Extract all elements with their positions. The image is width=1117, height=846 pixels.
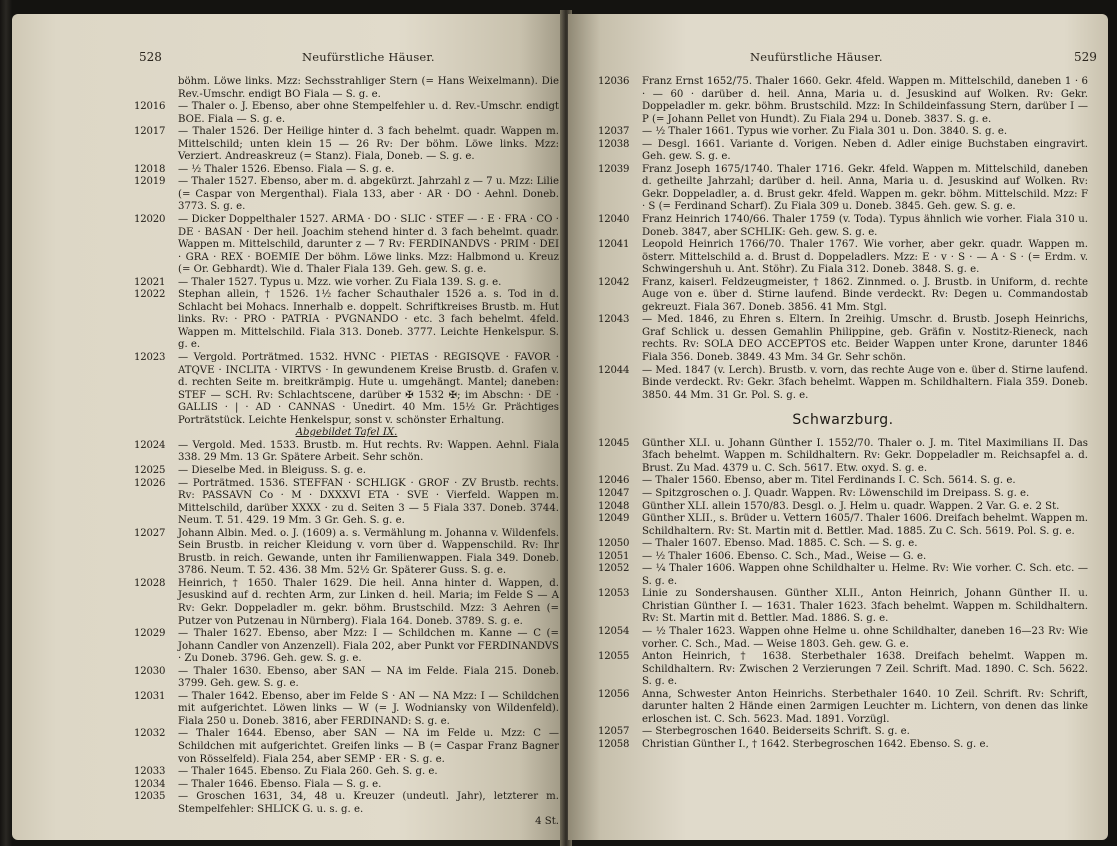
catalog-entry (134, 478, 559, 528)
page-footer: 4 St. (535, 816, 559, 828)
catalog-text (134, 76, 559, 829)
entry-description: — ½ Thaler 1526. Ebenso. Fiala — S. g. e. (178, 163, 395, 175)
lot-number: 12057 (598, 726, 630, 738)
entry-description: — Med. 1846, zu Ehren s. Eltern. In 2reihig. Umschr. d. Brustb. Joseph Heinrichs, Graf Schlick u. dessen Gemahlin Philippine, geb. Gräfin v. Nostitz-Rieneck, nach rechts. Rv: SOLA DEO ACCEPTOS etc. Beider Wappen unter Krone, darunter 1846 Fiala 356. Doneb. 3849. 43 Mm. 34 Gr. Sehr schön. (642, 314, 1088, 364)
lot-number: 12027 (134, 527, 166, 539)
catalog-entry (598, 214, 1088, 239)
catalog-entry (598, 739, 1088, 752)
lot-number: 12052 (598, 563, 630, 575)
catalog-entry (598, 277, 1088, 315)
entry-description: — Porträtmed. 1536. STEFFAN · SCHLIGK · GROF · ZV Brustb. rechts. Rv: PASSAVN Co · M · DXXXVI ETA · SVE · Vierfeld. Wappen m. Mittelschild, darüber XXXX · zu d. Seiten 3 — 5 Fiala 337. Doneb. 3744. Neum. T. 51. 429. 19 Mm. 3 Gr. Geh. S. g. e. (178, 477, 559, 527)
entry-description: böhm. Löwe links. Mzz: Sechsstrahliger Stern (= Hans Weixelmann). Die Rev.-Umschr. endigt BO Fiala — S. g. e. (178, 76, 559, 100)
lot-number: 12026 (134, 477, 166, 489)
running-head-title: Neufürstliche Häuser. (302, 50, 435, 64)
lot-number: 12040 (598, 214, 630, 226)
lot-number: 12042 (598, 276, 630, 288)
entry-description: — Med. 1847 (v. Lerch). Brustb. v. vorn, das rechte Auge von e. über d. Stirne laufend. Binde verdeckt. Rv: Gekr. 3fach behelmt. Wappen m. Schildhaltern. Fiala 359. Doneb. 3850. 44 Mm. 31 Gr. Pol. S. g. e. (642, 364, 1088, 401)
catalog-entry (134, 791, 559, 816)
entry-description: — ½ Thaler 1623. Wappen ohne Helme u. ohne Schildhalter, daneben 16—23 Rv: Wie vorher. C. Sch., Mad. — Weise 1803. Geh. gew. G. e. (642, 625, 1088, 650)
page-number: 528 (139, 50, 162, 64)
catalog-entry (134, 691, 559, 729)
entry-description: Franz Joseph 1675/1740. Thaler 1716. Gekr. 4feld. Wappen m. Mittelschild, daneben d. getheilte Jahrzahl; darüber d. heil. Anna, Maria u. d. Jesuskind auf Wolken. Rv: Gekr. Doppeladler, a. d. Brust gekr. 4feld. Wappen m. gekr. böhm. Mittelschild. Mzz: F · S (= Ferdinand Scharf). Zu Fiala 309 u. Doneb. 3845. Geh. gew. S. g. e. (642, 163, 1088, 213)
lot-number: 12044 (598, 364, 630, 376)
lot-number: 12024 (134, 439, 166, 451)
entry-description: Christian Günther I., † 1642. Sterbegroschen 1642. Ebenso. S. g. e. (642, 738, 989, 750)
lot-number: 12028 (134, 577, 166, 589)
entry-description: — Thaler 1645. Ebenso. Zu Fiala 260. Geh. S. g. e. (178, 766, 438, 778)
entry-description: — Desgl. 1661. Variante d. Vorigen. Neben d. Adler einige Buchstaben eingravirt. Geh. gew. S. g. e. (642, 138, 1088, 163)
lot-number: 12048 (598, 500, 630, 512)
catalog-entry (134, 578, 559, 628)
entry-description: Johann Albin. Med. o. J. (1609) a. s. Vermählung m. Johanna v. Wildenfels. Sein Brustb. in reicher Kleidung v. vorn über d. Wappenschild. Rv: Ihr Brustb. in reich. Gewande, unten ihr Familienwappen. Fiala 349. Doneb. 3786. Neum. T. 52. 436. 38 Mm. 52½ Gr. Späterer Guss. S. g. e. (178, 527, 559, 577)
catalog-entry (598, 475, 1088, 488)
catalog-entry (598, 76, 1088, 126)
lot-number: 12016 (134, 101, 166, 113)
lot-number: 12041 (598, 239, 630, 251)
lot-number: 12047 (598, 487, 630, 499)
catalog-entry (134, 126, 559, 164)
lot-number: 12049 (598, 513, 630, 525)
entry-description: — Thaler 1527. Typus u. Mzz. wie vorher. Zu Fiala 139. S. g. e. (178, 276, 502, 288)
lot-number: 12029 (134, 628, 166, 640)
catalog-entry (598, 126, 1088, 139)
entry-description: Franz Heinrich 1740/66. Thaler 1759 (v. Toda). Typus ähnlich wie vorher. Fiala 310 u. Doneb. 3847, aber SCHLIK: Geh. gew. S. g. e. (642, 214, 1088, 238)
entry-description: Anna, Schwester Anton Heinrichs. Sterbethaler 1640. 10 Zeil. Schrift. Rv: Schrift, darunter halten 2 Hände einen 2armigen Leuchter m. Lichtern, von denen das linke erloschen ist. C. Sch. 5623. Mad. 1891. Vorzügl. (642, 688, 1088, 725)
catalog-entry (598, 365, 1088, 403)
catalog-entry (598, 501, 1088, 514)
catalog-entry (134, 214, 559, 277)
catalog-entry (598, 164, 1088, 214)
catalog-entry (598, 513, 1088, 538)
catalog-entry (598, 726, 1088, 739)
entry-description: — ½ Thaler 1661. Typus wie vorher. Zu Fiala 301 u. Don. 3840. S. g. e. (642, 126, 1008, 138)
entry-description: — Sterbegroschen 1640. Beiderseits Schrift. S. g. e. (642, 726, 910, 738)
entry-description: — Thaler 1644. Ebenso, aber SAN — NA im Felde u. Mzz: C — Schildchen mit aufgerichtet. Greifen links — B (= Caspar Franz Bagner von Rösselfeld). Fiala 254, aber SEMP · ER · S. g. e. (178, 728, 559, 765)
section-heading: Schwarzburg. (792, 412, 894, 429)
lot-number: 12045 (598, 437, 630, 449)
entry-description: — Thaler 1607. Ebenso. Mad. 1885. C. Sch. — S. g. e. (642, 538, 918, 550)
entry-description: Günther XLII., s. Brüder u. Vettern 1605/7. Thaler 1606. Dreifach behelmt. Wappen m. Schildhaltern. Rv: St. Martin mit d. Bettler. Mad. 1885. Zu C. Sch. 5619. Pol. S. g. e. (642, 513, 1089, 537)
catalog-entry (598, 651, 1088, 689)
entry-description: Anton Heinrich, † 1638. Sterbethaler 1638. Dreifach behelmt. Wappen m. Schildhaltern. Rv: Zwischen 2 Verzierungen 7 Zeil. Schrift. Mad. 1890. C. Sch. 5622. S. g. e. (642, 651, 1088, 688)
entry-description: — Thaler 1560. Ebenso, aber m. Titel Ferdinands I. C. Sch. 5614. S. g. e. (642, 475, 1016, 487)
page-number: 529 (1074, 50, 1097, 64)
entry-description: Stephan allein, † 1526. 1½ facher Schauthaler 1526 a. s. Tod in d. Schlacht bei Mohacs. Innerhalb e. doppelt. Schriftkreises Brustb. m. Hut links. Rv: · PRO · PATRIA · PVGNANDO · etc. 3 fach behelmt. 4feld. Wappen m. Mittelschild. Fiala 313. Doneb. 3777. Leichte Henkelspur. S. g. e. (178, 289, 559, 351)
entry-description: Leopold Heinrich 1766/70. Thaler 1767. Wie vorher, aber gekr. quadr. Wappen m. österr. Mittelschild a. d. Brust d. Doppeladlers. Mzz: E · v · S · — A · S · (= Erdm. v. Schwingershuh u. Ant. Stöhr). Zu Fiala 312. Doneb. 3848. S. g. e. (642, 239, 1088, 276)
lot-number: 12050 (598, 538, 630, 550)
entry-description: — Spitzgroschen o. J. Quadr. Wappen. Rv: Löwenschild im Dreipass. S. g. e. (642, 487, 1030, 499)
catalog-entry (598, 588, 1088, 626)
catalog-entry (598, 538, 1088, 551)
entry-description: — Thaler 1627. Ebenso, aber Mzz: I — Schildchen m. Kanne — C (= Johann Candler von Anzenzell). Fiala 202, aber Punkt vor FERDINANDVS · Zu Doneb. 3796. Geh. gew. S. g. e. (178, 628, 559, 665)
lot-number: 12056 (598, 688, 630, 700)
entry-description: Günther XLI. u. Johann Günther I. 1552/70. Thaler o. J. m. Titel Maximilians II. Das 3fach behelmt. Wappen m. Schildhaltern. Rv: Gekr. Doppeladler m. Reichsapfel a. d. Brust. Zu Mad. 4379 u. C. Sch. 5617. Etw. oxyd. S. g. e. (642, 437, 1088, 474)
lot-number: 12017 (134, 126, 166, 138)
entry-description: Franz Ernst 1652/75. Thaler 1660. Gekr. 4feld. Wappen m. Mittelschild, daneben 1 · 6 · — 60 · darüber d. heil. Anna, Maria u. d. Jesuskind auf Wolken. Rv: Gekr. Doppeladler m. gekr. böhm. Brustschild. Mzz: In Schildeinfassung Stern, darüber I — P (= Johann Pellet von Hundt). Zu Fiala 294 u. Doneb. 3837. S. g. e. (642, 76, 1088, 125)
catalog-entry (598, 626, 1088, 651)
lot-number: 12051 (598, 550, 630, 562)
lot-number: 12022 (134, 289, 166, 301)
entry-description: — Dicker Doppelthaler 1527. ARMA · DO · SLIC · STEF — · E · FRA · CO · DE · BASAN · Der heil. Joachim stehend hinter d. 3 fach behelmt. quadr. Wappen m. Mittelschild, darunter z — 7 Rv: FERDINANDVS · PRIM · DEI · GRA · REX · BOEMIE Der böhm. Löwe links. Mzz: Halbmond u. Kreuz (= Or. Gebhardt). Wie d. Thaler Fiala 139. Geh. gew. S. g. e. (178, 214, 559, 276)
lot-number: 12020 (134, 214, 166, 226)
lot-number: 12058 (598, 738, 630, 750)
catalog-entry (598, 551, 1088, 564)
lot-number: 12037 (598, 126, 630, 138)
lot-number: 12035 (134, 791, 166, 803)
entry-description: — Thaler 1646. Ebenso. Fiala — S. g. e. (178, 778, 382, 790)
entry-description: Linie zu Sondershausen. Günther XLII., Anton Heinrich, Johann Günther II. u. Christian Günther I. — 1631. Thaler 1623. 3fach behelmt. Wappen m. Schildhaltern. Rv: St. Martin mit d. Bettler. Mad. 1886. S. g. e. (642, 588, 1088, 625)
catalog-entry (598, 563, 1088, 588)
lot-number: 12025 (134, 464, 166, 476)
entry-description: — Vergold. Med. 1533. Brustb. m. Hut rechts. Rv: Wappen. Aehnl. Fiala 338. 29 Mm. 13 Gr. Spätere Arbeit. Sehr schön. (178, 439, 559, 464)
catalog-entry (134, 164, 559, 177)
catalog-entry (134, 666, 559, 691)
catalog-entry (134, 76, 559, 101)
catalog-entry (134, 277, 559, 290)
left-page (12, 14, 564, 840)
lot-number: 12054 (598, 625, 630, 637)
catalog-entry (134, 528, 559, 578)
lot-number: 12023 (134, 352, 166, 364)
catalog-entry (598, 438, 1088, 476)
entry-description: — Groschen 1631, 34, 48 u. Kreuzer (undeutl. Jahr), letzterer m. Stempelfehler: SHLICK G. u. s. g. e. (178, 791, 559, 815)
catalog-entry (134, 101, 559, 126)
lot-number: 12039 (598, 163, 630, 175)
lot-number: 12019 (134, 176, 166, 188)
entry-description: — Thaler 1526. Der Heilige hinter d. 3 fach behelmt. quadr. Wappen m. Mittelschild; unten klein 15 — 26 Rv: Der böhm. Löwe links. Mzz: Verziert. Andreaskreuz (= Stanz). Fiala, Doneb. — S. g. e. (178, 126, 559, 163)
entry-description: Heinrich, † 1650. Thaler 1629. Die heil. Anna hinter d. Wappen, d. Jesuskind auf d. rechten Arm, zur Linken d. heil. Maria; im Felde S — A Rv: Gekr. Doppeladler m. gekr. böhm. Brustschild. Mzz: 3 Aehren (= Putzer von Putzenau in Nürnberg). Fiala 164. Doneb. 3789. S. g. e. (178, 577, 559, 627)
catalog-entry (134, 352, 559, 427)
catalog-entry (134, 465, 559, 478)
lot-number: 12034 (134, 778, 166, 790)
entry-description: — Vergold. Porträtmed. 1532. HVNC · PIETAS · REGISQVE · FAVOR · ATQVE · INCLITA · VIRTVS · In gewundenem Kreise Brustb. d. Grafen v. d. rechten Seite m. breitkrämpig. Hute u. umgehängt. Mantel; daneben: STEF — SCH. Rv: Schlachtscene, darüber ✠ 1532 ✠; im Abschn: · DE · GALLIS · | · AD · CANNAS · Unedirt. 40 Mm. 15½ Gr. Prächtiges Porträtstück. Leichte Henkelspur, sonst v. schönster Erhaltung. (178, 352, 559, 426)
entry-description: — ¼ Thaler 1606. Wappen ohne Schildhalter u. Helme. Rv: Wie vorher. C. Sch. etc. — S. g. e. (642, 563, 1088, 587)
catalog-entry (598, 488, 1088, 501)
running-head-title: Neufürstliche Häuser. (750, 50, 883, 64)
entry-description: — Thaler 1642. Ebenso, aber im Felde S · AN — NA Mzz: I — Schildchen mit aufgerichtet. Löwen links — W (= J. Wodniansky von Wildenfeld). Fiala 250 u. Doneb. 3816, aber FERDINAND: S. g. e. (178, 690, 559, 727)
entry-description: — ½ Thaler 1606. Ebenso. C. Sch., Mad., Weise — G. e. (642, 550, 927, 562)
lot-number: 12038 (598, 138, 630, 150)
catalog-entry (134, 779, 559, 792)
lot-number: 12030 (134, 665, 166, 677)
entry-description: Franz, kaiserl. Feldzeugmeister, † 1862. Zinnmed. o. J. Brustb. in Uniform, d. rechte Auge von e. über d. Stirne laufend. Binde verdeckt. Rv: Degen u. Commandostab gekreuzt. Fiala 367. Doneb. 3856. 41 Mm. Stgl. (642, 276, 1088, 313)
lot-number: 12021 (134, 276, 166, 288)
catalog-entry (134, 766, 559, 779)
entry-description: — Thaler o. J. Ebenso, aber ohne Stempelfehler u. d. Rev.-Umschr. endigt BOE. Fiala — S. g. e. (178, 101, 559, 125)
catalog-text (598, 76, 1088, 751)
catalog-entry (134, 628, 559, 666)
catalog-entry (598, 314, 1088, 364)
lot-number: 12043 (598, 314, 630, 326)
catalog-entry (134, 289, 559, 352)
catalog-entry (134, 176, 559, 214)
catalog-entry (598, 239, 1088, 277)
lot-number: 12032 (134, 728, 166, 740)
lot-number: 12031 (134, 690, 166, 702)
entry-description: — Thaler 1630. Ebenso, aber SAN — NA im Felde. Fiala 215. Doneb. 3799. Geh. gew. S. g. e. (178, 665, 559, 690)
lot-number: 12053 (598, 588, 630, 600)
plate-reference: Abgebildet Tafel IX. (295, 427, 398, 439)
right-page (568, 14, 1108, 840)
entry-description: Günther XLI. allein 1570/83. Desgl. o. J. Helm u. quadr. Wappen. 2 Var. G. e. 2 St. (642, 500, 1060, 512)
lot-number: 12033 (134, 766, 166, 778)
lot-number: 12046 (598, 475, 630, 487)
lot-number: 12036 (598, 76, 630, 87)
catalog-entry (134, 440, 559, 465)
lot-number: 12055 (598, 651, 630, 663)
entry-description: — Dieselbe Med. in Bleiguss. S. g. e. (178, 464, 366, 476)
lot-number: 12018 (134, 163, 166, 175)
entry-description: — Thaler 1527. Ebenso, aber m. d. abgekürzt. Jahrzahl z — 7 u. Mzz: Lilie (= Caspar von Mergenthal). Fiala 133, aber · AR · DO · Aehnl. Doneb. 3773. S. g. e. (178, 176, 559, 213)
catalog-entry (134, 728, 559, 766)
catalog-entry (598, 689, 1088, 727)
catalog-entry (598, 139, 1088, 164)
